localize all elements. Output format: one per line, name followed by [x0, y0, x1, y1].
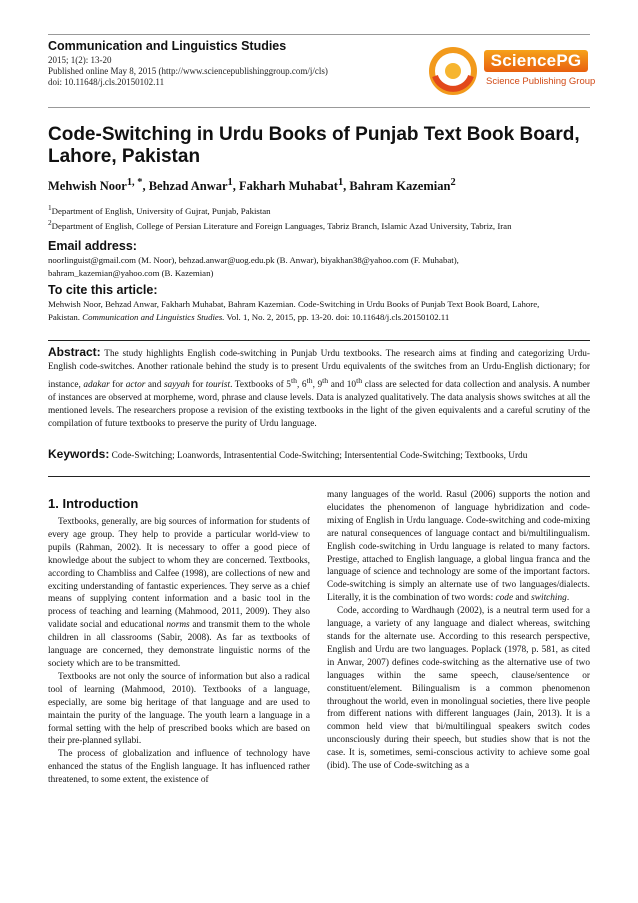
affiliation: $^2$Department of English, College of Persian Literature and Foreign Languages, Tabriz Branch, Islamic Azad University, Tabriz, Iran: [48, 218, 512, 231]
abstract-label: Abstract:: [48, 345, 101, 359]
logo-tagline: Science Publishing Group: [486, 76, 596, 87]
citation-line: Mehwish Noor, Behzad Anwar, Fakharh Muhabat, Bahram Kazemian. Code-Switching in Urdu Books of Punjab Text Book Board, Lahore,: [48, 299, 540, 309]
header-top-rule: [48, 34, 590, 35]
doi: doi: 10.11648/j.cls.20150102.11: [48, 77, 165, 87]
paragraph: Textbooks are not only the source of information but also a radical tool of learning (Mahmood, 2010). Textbooks of a language, especially, are some big heritage of that language and are used to maintain the purity of the language. The youth learn a language in a formal setting with the help of prescribed books which are based on their pre-planned syllabi.: [48, 671, 310, 747]
issue-info: 2015; 1(2): 13-20: [48, 55, 112, 65]
author-sup: 1: [337, 177, 344, 188]
body-column-left: [48, 516, 310, 787]
abstract-bottom-rule: [48, 476, 590, 477]
publisher-logo: [428, 46, 596, 96]
author-sup: 1, *: [126, 177, 143, 188]
author-sup: 2: [450, 177, 456, 188]
paragraph: Code, according to Wardhaugh (2002), is a neutral term used for a language, a variety of any language and dialect whereas, switching stands for the alternate use. According to this research perspective, English and Urdu are two languages. Poplack (1978, p. 581, as cited in Anwar, 2007) defines code-switching as the alternative use of two languages within the same speech, clause/sentence or constituent/element. Bilingualism is a common phenomenon throughout the world, even in monolingual societies, there live people from different nations with different languages (Jain, 2013). It is a common held view that bi/multilingual speakers switch codes unconsciously during their speech, but studies show that is not the case. It is, sometimes, semi-conscious activity to achieve some goal (ibid). The use of Code-switching as a: [327, 606, 590, 772]
author-name: Mehwish Noor: [48, 179, 127, 194]
header-bottom-rule: [48, 107, 590, 108]
section-heading-introduction: 1. Introduction: [48, 496, 139, 511]
cite-heading: To cite this article:: [48, 283, 158, 297]
sciencepg-logo-icon: [428, 46, 478, 96]
keywords-label: Keywords:: [48, 447, 110, 461]
paper-title: Code-Switching in Urdu Books of Punjab Text Book Board, Lahore, Pakistan: [48, 124, 580, 167]
citation-line: Pakistan. Communication and Linguistics Studies. Vol. 1, No. 2, 2015, pp. 13-20. doi: 10.11648/j.cls.20150102.11: [48, 312, 450, 322]
email-line: bahram_kazemian@yahoo.com (B. Kazemian): [48, 268, 214, 278]
paragraph: Textbooks, generally, are big sources of information for students of every age group. They help to provide a particular world-view to pupils (Rahman, 2002). It is necessary to offer a good piece of knowledge about the subject to whom they are concerned. Textbooks, according to Chambliss and Calfee (1998), are collections of new and exciting understanding of fantastic experiences. They serve as a chief means of supplying content information and a basic tool in the process of teaching and learning (Mahmood, 2011, 2009). They also validate social and educational norms and transmit them to the whole children in all classrooms (Sabir, 2008). As far as textbooks of language are concerned, they demonstrate linguistic norms of the society which are to be transmitted.: [48, 517, 310, 669]
author-name: Bahram Kazemian: [349, 179, 451, 194]
author-name: Fakharh Muhabat: [238, 179, 338, 194]
keywords: Keywords: Code-Switching; Loanwords, Intrasentential Code-Switching; Intersentential Code-Switching; Textbooks, Urdu: [48, 447, 528, 461]
logo-wordmark: SciencePG: [484, 50, 588, 72]
author-name: Behzad Anwar: [148, 179, 228, 194]
body-column-right: [327, 489, 590, 773]
abstract: Abstract: The study highlights English code-switching in Punjab Urdu textbooks. The research aims at finding and categorizing Urdu-English code-switches. Another rationale behind the study is to present Urdu equivalents of the switches from an Urdu-English dictionary; for instance, adakar for actor and sayyah for tourist. Textbooks of 5th, 6th, 9th and 10th class are selected for data collection and analysis. A number of instances are observed at morpheme, word, phrase and clause levels. Data is analyzed qualitatively. The data analysis shows switches at all the mentioned levels. The researchers propose a revision of the existing textbooks in the light of the given equivalents and a careful scrutiny of the compilation of future textbooks to preserve the purity of Urdu language.: [48, 345, 591, 430]
author-sup: 1: [227, 177, 233, 188]
journal-title: Communication and Linguistics Studies: [48, 39, 287, 53]
email-heading: Email address:: [48, 239, 137, 253]
email-line: noorlinguist@gmail.com (M. Noor), behzad.anwar@uog.edu.pk (B. Anwar), biyakhan38@yahoo.com (F. Muhabat),: [48, 255, 459, 265]
publication-info: Published online May 8, 2015 (http://www.sciencepublishinggroup.com/j/cls): [48, 66, 328, 76]
paragraph: The process of globalization and influence of technology have enhanced the status of the English language. It has influenced rather threatened, to some extent, the existence of: [48, 749, 310, 786]
abstract-top-rule: [48, 340, 590, 341]
affiliation: $^1$Department of English, University of Gujrat, Punjab, Pakistan: [48, 203, 271, 216]
author-list: Mehwish Noor$^{1, *}$, Behzad Anwar$^1$, Fakharh Muhabat$^1$, Bahram Kazemian$^2$: [48, 177, 456, 194]
paragraph: many languages of the world. Rasul (2006) supports the notion and elucidates the phenomenon of language hybridization and code-mixing of English in Urdu language. Code-switching and code-mixing are natural consequences of language contact and bi/multilingualism. English code-switching in Urdu language is related to many factors. Prestige, attached to English language, a global lingua franca and the language of science and technology are some of the important factors. Code-switching is simply an alternate use of two languages/dialects. Literally, it is the combination of two words: code and switching.: [327, 490, 590, 604]
